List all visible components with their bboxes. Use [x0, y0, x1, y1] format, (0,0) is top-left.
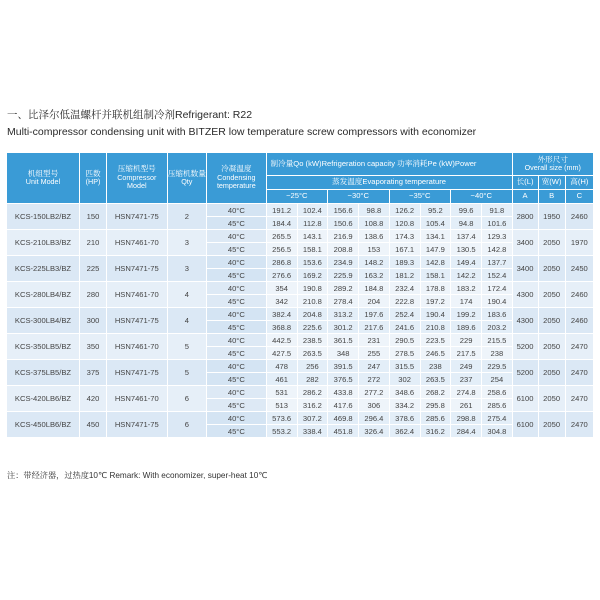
size-c-cell: 2470 [565, 360, 593, 386]
qty-cell: 2 [167, 204, 207, 230]
value-cell: 285.6 [482, 399, 512, 412]
compressor-model-cell: HSN7471-75 [107, 256, 167, 282]
hp-cell: 420 [79, 386, 106, 412]
header-hp-cn: 匹数 [85, 168, 101, 178]
size-c-cell: 2460 [565, 282, 593, 308]
value-cell: 163.2 [359, 269, 389, 282]
header-length: 长(L) [512, 176, 538, 190]
value-cell: 197.2 [420, 295, 450, 308]
size-a-cell: 5200 [512, 360, 538, 386]
unit-model-cell: KCS-375LB5/BZ [7, 360, 80, 386]
value-cell: 208.8 [328, 243, 359, 256]
value-cell: 108.8 [359, 217, 389, 230]
value-cell: 241.6 [389, 321, 420, 334]
value-cell: 284.4 [450, 425, 481, 438]
value-cell: 189.6 [450, 321, 481, 334]
header-compressor-en: Compressor Model [117, 173, 157, 191]
value-cell: 285.6 [420, 412, 450, 425]
value-cell: 391.5 [328, 360, 359, 373]
table-row [7, 282, 594, 295]
hp-cell: 150 [79, 204, 106, 230]
value-cell: 91.8 [482, 204, 512, 217]
value-cell: 306 [359, 399, 389, 412]
size-c-cell: 2460 [565, 204, 593, 230]
value-cell: 143.1 [297, 230, 327, 243]
value-cell: 531 [266, 386, 297, 399]
header-width: 宽(W) [538, 176, 565, 190]
value-cell: 112.8 [297, 217, 327, 230]
header-hp [79, 153, 106, 204]
table-row [7, 334, 594, 347]
table-row [7, 412, 594, 425]
value-cell: 275.4 [482, 412, 512, 425]
value-cell: 222.8 [389, 295, 420, 308]
value-cell: 258.6 [482, 386, 512, 399]
condensing-temp-cell: 45°C [207, 373, 266, 386]
value-cell: 225.6 [297, 321, 327, 334]
condensing-temp-cell: 45°C [207, 425, 266, 438]
value-cell: 126.2 [389, 204, 420, 217]
header-evap-35: −35°C [389, 190, 450, 204]
value-cell: 232.4 [389, 282, 420, 295]
condensing-temp-cell: 45°C [207, 295, 266, 308]
table-row [7, 256, 594, 269]
value-cell: 478 [266, 360, 297, 373]
hp-cell: 225 [79, 256, 106, 282]
header-letter-a: A [512, 190, 538, 204]
spec-table [6, 152, 594, 438]
condensing-temp-cell: 40°C [207, 256, 266, 269]
value-cell: 238.5 [297, 334, 327, 347]
value-cell: 231 [359, 334, 389, 347]
condensing-temp-cell: 45°C [207, 243, 266, 256]
value-cell: 246.5 [420, 347, 450, 360]
value-cell: 184.4 [266, 217, 297, 230]
condensing-temp-cell: 45°C [207, 321, 266, 334]
hp-cell: 300 [79, 308, 106, 334]
value-cell: 237 [450, 373, 481, 386]
value-cell: 354 [266, 282, 297, 295]
value-cell: 153.6 [297, 256, 327, 269]
size-a-cell: 3400 [512, 256, 538, 282]
table-row [7, 386, 594, 399]
value-cell: 190.8 [297, 282, 327, 295]
size-b-cell: 1950 [538, 204, 565, 230]
value-cell: 278.4 [328, 295, 359, 308]
value-cell: 203.2 [482, 321, 512, 334]
value-cell: 153 [359, 243, 389, 256]
value-cell: 217.6 [359, 321, 389, 334]
value-cell: 304.8 [482, 425, 512, 438]
condensing-temp-cell: 40°C [207, 308, 266, 321]
value-cell: 210.8 [297, 295, 327, 308]
heading-chinese: 一、比泽尔低温螺杆并联机组制冷剂Refrigerant: R22 [7, 109, 253, 121]
value-cell: 158.1 [297, 243, 327, 256]
value-cell: 451.8 [328, 425, 359, 438]
value-cell: 238 [482, 347, 512, 360]
value-cell: 147.9 [420, 243, 450, 256]
value-cell: 296.4 [359, 412, 389, 425]
value-cell: 263.5 [420, 373, 450, 386]
value-cell: 137.4 [450, 230, 481, 243]
value-cell: 210.8 [420, 321, 450, 334]
size-b-cell: 2050 [538, 256, 565, 282]
qty-cell: 6 [167, 412, 207, 438]
value-cell: 382.4 [266, 308, 297, 321]
value-cell: 249 [450, 360, 481, 373]
size-c-cell: 2450 [565, 256, 593, 282]
table-row [7, 230, 594, 243]
value-cell: 334.2 [389, 399, 420, 412]
size-a-cell: 6100 [512, 386, 538, 412]
value-cell: 313.2 [328, 308, 359, 321]
header-letter-c: C [565, 190, 593, 204]
compressor-model-cell: HSN7461-70 [107, 334, 167, 360]
value-cell: 167.1 [389, 243, 420, 256]
value-cell: 316.2 [297, 399, 327, 412]
compressor-model-cell: HSN7461-70 [107, 230, 167, 256]
size-c-cell: 1970 [565, 230, 593, 256]
hp-cell: 280 [79, 282, 106, 308]
value-cell: 216.9 [328, 230, 359, 243]
value-cell: 98.8 [359, 204, 389, 217]
value-cell: 295.8 [420, 399, 450, 412]
header-unit-model-cn: 机组型号 [27, 168, 59, 178]
value-cell: 197.6 [359, 308, 389, 321]
qty-cell: 5 [167, 334, 207, 360]
value-cell: 190.4 [420, 308, 450, 321]
value-cell: 148.2 [359, 256, 389, 269]
table-row [7, 204, 594, 217]
value-cell: 183.2 [450, 282, 481, 295]
qty-cell: 4 [167, 282, 207, 308]
value-cell: 433.8 [328, 386, 359, 399]
value-cell: 316.2 [420, 425, 450, 438]
value-cell: 290.5 [389, 334, 420, 347]
qty-cell: 5 [167, 360, 207, 386]
condensing-temp-cell: 45°C [207, 217, 266, 230]
qty-cell: 6 [167, 386, 207, 412]
value-cell: 276.6 [266, 269, 297, 282]
value-cell: 348 [328, 347, 359, 360]
value-cell: 261 [450, 399, 481, 412]
value-cell: 156.6 [328, 204, 359, 217]
value-cell: 199.2 [450, 308, 481, 321]
hp-cell: 210 [79, 230, 106, 256]
value-cell: 427.5 [266, 347, 297, 360]
qty-cell: 4 [167, 308, 207, 334]
value-cell: 272 [359, 373, 389, 386]
value-cell: 99.6 [450, 204, 481, 217]
hp-cell: 375 [79, 360, 106, 386]
compressor-model-cell: HSN7471-75 [107, 360, 167, 386]
value-cell: 184.8 [359, 282, 389, 295]
value-cell: 286.8 [266, 256, 297, 269]
value-cell: 178.8 [420, 282, 450, 295]
unit-model-cell: KCS-210LB3/BZ [7, 230, 80, 256]
header-size-cn: 外形尺寸 [537, 154, 568, 164]
size-b-cell: 2050 [538, 334, 565, 360]
value-cell: 298.8 [450, 412, 481, 425]
value-cell: 204 [359, 295, 389, 308]
header-size-en: Overall size (mm) [524, 163, 581, 173]
header-condensing-cn: 冷凝温度 [221, 164, 252, 174]
condensing-temp-cell: 45°C [207, 399, 266, 412]
value-cell: 174 [450, 295, 481, 308]
header-height: 高(H) [565, 176, 593, 190]
value-cell: 268.2 [420, 386, 450, 399]
value-cell: 95.2 [420, 204, 450, 217]
header-qty [167, 153, 207, 204]
value-cell: 362.4 [389, 425, 420, 438]
value-cell: 376.5 [328, 373, 359, 386]
header-qty-en: Qty [181, 177, 193, 187]
size-c-cell: 2460 [565, 308, 593, 334]
compressor-model-cell: HSN7471-75 [107, 412, 167, 438]
value-cell: 191.2 [266, 204, 297, 217]
condensing-temp-cell: 45°C [207, 347, 266, 360]
value-cell: 254 [482, 373, 512, 386]
value-cell: 137.7 [482, 256, 512, 269]
value-cell: 326.4 [359, 425, 389, 438]
condensing-temp-cell: 40°C [207, 334, 266, 347]
value-cell: 238 [420, 360, 450, 373]
condensing-temp-cell: 40°C [207, 230, 266, 243]
value-cell: 282 [297, 373, 327, 386]
header-evaporating: 蒸发温度Evaporating temperature [266, 176, 512, 190]
value-cell: 289.2 [328, 282, 359, 295]
value-cell: 229 [450, 334, 481, 347]
value-cell: 142.8 [482, 243, 512, 256]
unit-model-cell: KCS-350LB5/BZ [7, 334, 80, 360]
hp-cell: 350 [79, 334, 106, 360]
value-cell: 368.8 [266, 321, 297, 334]
size-c-cell: 2470 [565, 386, 593, 412]
value-cell: 278.5 [389, 347, 420, 360]
value-cell: 169.2 [297, 269, 327, 282]
unit-model-cell: KCS-225LB3/BZ [7, 256, 80, 282]
value-cell: 172.4 [482, 282, 512, 295]
value-cell: 573.6 [266, 412, 297, 425]
value-cell: 255 [359, 347, 389, 360]
value-cell: 142.2 [450, 269, 481, 282]
size-a-cell: 4300 [512, 308, 538, 334]
value-cell: 102.4 [297, 204, 327, 217]
header-hp-en: (HP) [85, 177, 101, 187]
value-cell: 190.4 [482, 295, 512, 308]
condensing-temp-cell: 40°C [207, 360, 266, 373]
value-cell: 94.8 [450, 217, 481, 230]
value-cell: 417.6 [328, 399, 359, 412]
value-cell: 105.4 [420, 217, 450, 230]
size-a-cell: 3400 [512, 230, 538, 256]
qty-cell: 3 [167, 256, 207, 282]
value-cell: 286.2 [297, 386, 327, 399]
value-cell: 378.6 [389, 412, 420, 425]
condensing-temp-cell: 40°C [207, 386, 266, 399]
value-cell: 149.4 [450, 256, 481, 269]
value-cell: 120.8 [389, 217, 420, 230]
condensing-temp-cell: 40°C [207, 204, 266, 217]
header-unit-model [7, 153, 80, 204]
header-condensing-en: Condensing temperature [216, 173, 256, 191]
value-cell: 101.6 [482, 217, 512, 230]
header-evap-40: −40°C [450, 190, 512, 204]
compressor-model-cell: HSN7471-75 [107, 204, 167, 230]
value-cell: 265.5 [266, 230, 297, 243]
value-cell: 152.4 [482, 269, 512, 282]
value-cell: 338.4 [297, 425, 327, 438]
hp-cell: 450 [79, 412, 106, 438]
value-cell: 229.5 [482, 360, 512, 373]
value-cell: 134.1 [420, 230, 450, 243]
value-cell: 129.3 [482, 230, 512, 243]
size-b-cell: 2050 [538, 230, 565, 256]
value-cell: 142.8 [420, 256, 450, 269]
value-cell: 277.2 [359, 386, 389, 399]
footnote: 注：带经济器，过热度10℃ Remark: With economizer, super-heat 10℃ [7, 471, 268, 480]
value-cell: 442.5 [266, 334, 297, 347]
size-b-cell: 2050 [538, 282, 565, 308]
unit-model-cell: KCS-450LB6/BZ [7, 412, 80, 438]
size-b-cell: 2050 [538, 308, 565, 334]
value-cell: 256.5 [266, 243, 297, 256]
header-overall-size [512, 153, 593, 176]
value-cell: 348.6 [389, 386, 420, 399]
header-compressor-cn: 压缩机型号 [117, 164, 156, 174]
value-cell: 225.9 [328, 269, 359, 282]
size-a-cell: 2800 [512, 204, 538, 230]
unit-model-cell: KCS-420LB6/BZ [7, 386, 80, 412]
value-cell: 138.6 [359, 230, 389, 243]
size-c-cell: 2470 [565, 412, 593, 438]
value-cell: 307.2 [297, 412, 327, 425]
value-cell: 315.5 [389, 360, 420, 373]
header-compressor-model [107, 153, 167, 204]
condensing-temp-cell: 45°C [207, 269, 266, 282]
value-cell: 263.5 [297, 347, 327, 360]
heading-english: Multi-compressor condensing unit with BITZER low temperature screw compressors with economizer [7, 126, 477, 138]
value-cell: 217.5 [450, 347, 481, 360]
value-cell: 301.2 [328, 321, 359, 334]
unit-model-cell: KCS-150LB2/BZ [7, 204, 80, 230]
value-cell: 256 [297, 360, 327, 373]
value-cell: 461 [266, 373, 297, 386]
compressor-model-cell: HSN7471-75 [107, 308, 167, 334]
value-cell: 150.6 [328, 217, 359, 230]
size-b-cell: 2050 [538, 386, 565, 412]
value-cell: 158.1 [420, 269, 450, 282]
header-evap-25: −25°C [266, 190, 327, 204]
value-cell: 130.5 [450, 243, 481, 256]
table-row [7, 308, 594, 321]
value-cell: 302 [389, 373, 420, 386]
header-qty-cn: 压缩机数量 [167, 168, 206, 178]
header-condensing-temp [207, 153, 266, 204]
header-evap-30: −30°C [328, 190, 389, 204]
unit-model-cell: KCS-280LB4/BZ [7, 282, 80, 308]
value-cell: 223.5 [420, 334, 450, 347]
value-cell: 342 [266, 295, 297, 308]
value-cell: 174.3 [389, 230, 420, 243]
condensing-temp-cell: 40°C [207, 282, 266, 295]
value-cell: 189.3 [389, 256, 420, 269]
value-cell: 513 [266, 399, 297, 412]
size-c-cell: 2470 [565, 334, 593, 360]
size-b-cell: 2050 [538, 412, 565, 438]
compressor-model-cell: HSN7461-70 [107, 282, 167, 308]
value-cell: 274.8 [450, 386, 481, 399]
header-unit-model-en: Unit Model [25, 177, 61, 187]
value-cell: 181.2 [389, 269, 420, 282]
condensing-temp-cell: 40°C [207, 412, 266, 425]
size-a-cell: 5200 [512, 334, 538, 360]
header-letter-b: B [538, 190, 565, 204]
value-cell: 553.2 [266, 425, 297, 438]
value-cell: 361.5 [328, 334, 359, 347]
value-cell: 469.8 [328, 412, 359, 425]
size-b-cell: 2050 [538, 360, 565, 386]
qty-cell: 3 [167, 230, 207, 256]
size-a-cell: 4300 [512, 282, 538, 308]
value-cell: 252.4 [389, 308, 420, 321]
value-cell: 183.6 [482, 308, 512, 321]
unit-model-cell: KCS-300LB4/BZ [7, 308, 80, 334]
compressor-model-cell: HSN7461-70 [107, 386, 167, 412]
value-cell: 234.9 [328, 256, 359, 269]
size-a-cell: 6100 [512, 412, 538, 438]
header-capacity: 制冷量Qo (kW)Refrigeration capacity 功率消耗Pe (kW)Power [266, 153, 512, 176]
value-cell: 247 [359, 360, 389, 373]
table-row [7, 360, 594, 373]
value-cell: 204.8 [297, 308, 327, 321]
value-cell: 215.5 [482, 334, 512, 347]
